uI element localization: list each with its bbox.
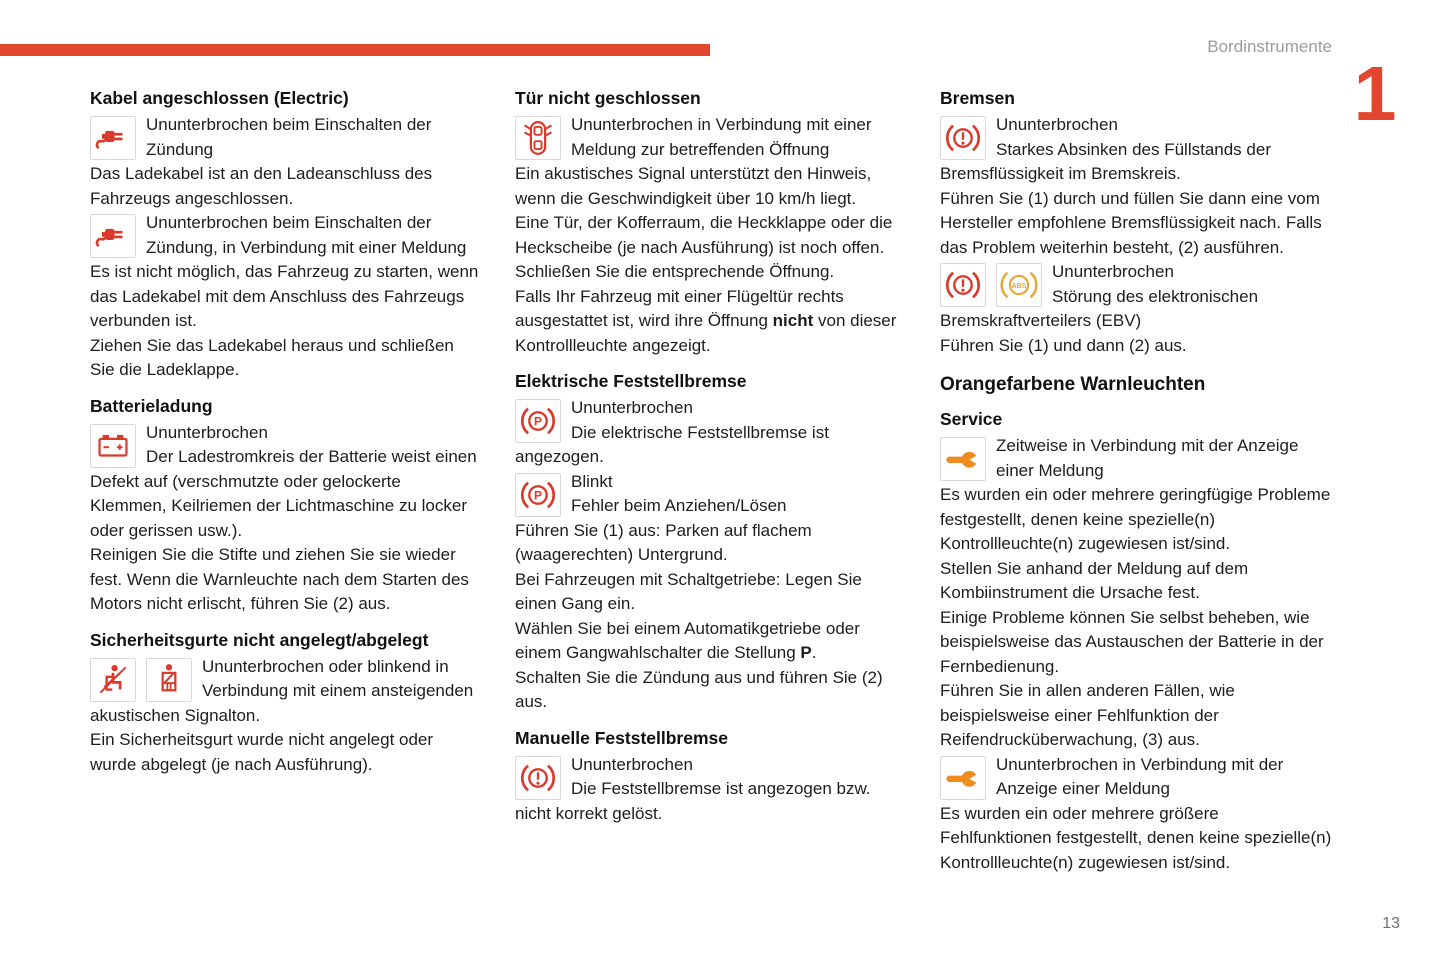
- column-2: [515, 88, 907, 875]
- chapter-title: Bordinstrumente: [1207, 37, 1332, 56]
- paragraph: Ziehen Sie das Ladekabel heraus und schließen Sie die Ladeklappe.: [90, 335, 454, 379]
- section-sicherheitsgurte: [90, 630, 482, 778]
- section-kabel-angeschlossen: [90, 88, 482, 383]
- indicator-block: [515, 396, 907, 470]
- content-columns: [90, 88, 1332, 875]
- seatbelt-reminder-icon: [90, 658, 136, 702]
- paragraph: Schließen Sie die entsprechende Öffnung.: [515, 262, 835, 281]
- parking-brake-icon: [515, 399, 561, 443]
- indicator-state: Ununterbrochen in Verbindung mit der Anzeige einer Meldung: [996, 754, 1284, 798]
- column-1: [90, 88, 482, 875]
- abs-icon: [996, 263, 1042, 307]
- battery-charge-icon: [90, 424, 136, 468]
- section-manuelle-feststellbremse: [515, 728, 907, 827]
- paragraph: Es wurden ein oder mehrere größere Fehlfunktionen festgestellt, denen keine spezielle(n) Kontrollleuchte(n) zugewiesen ist/sind.: [940, 803, 1332, 872]
- indicator-meaning: Fehler beim Anziehen/Lösen: [571, 496, 787, 515]
- indicator-meaning: Störung des elektronischen Bremskraftverteilers (EBV): [940, 286, 1259, 330]
- section-service: [940, 409, 1332, 875]
- chapter-accent-bar: [0, 44, 710, 56]
- service-wrench-icon: [940, 756, 986, 800]
- parking-brake-icon: [515, 473, 561, 517]
- indicator-state: Blinkt: [571, 471, 613, 491]
- indicator-meaning: Starkes Absinken des Füllstands der Bremsflüssigkeit im Bremskreis.: [940, 139, 1271, 183]
- group-heading-orange-warnleuchten: Orangefarbene Warnleuchten: [940, 374, 1206, 395]
- paragraph: Reinigen Sie die Stifte und ziehen Sie sie wieder fest. Wenn die Warnleuchte nach dem Starten des Motors nicht erlischt, führen Sie (2) aus.: [90, 545, 469, 613]
- indicator-meaning: Die elektrische Feststellbremse ist angezogen.: [515, 422, 829, 466]
- indicator-state: Ununterbrochen: [996, 115, 1118, 134]
- brake-warning-icon: [515, 756, 561, 800]
- indicator-state: Ununterbrochen beim Einschalten der Zündung, in Verbindung mit einer Meldung: [146, 213, 467, 257]
- indicator-state: Ununterbrochen oder blinkend in Verbindung mit einem ansteigenden akustischen Signalton.: [90, 656, 474, 725]
- indicator-block: [515, 113, 907, 358]
- section-heading: Tür nicht geschlossen: [515, 88, 701, 108]
- paragraph: Einige Probleme können Sie selbst beheben, wie beispielsweise das Austauschen der Batterie in der Fernbedienung.: [940, 607, 1324, 676]
- section-batterieladung: [90, 396, 482, 617]
- service-wrench-icon: [940, 437, 986, 481]
- indicator-block: [940, 434, 1332, 753]
- charging-cable-icon: [90, 116, 136, 160]
- paragraph: Es wurden ein oder mehrere geringfügige Probleme festgestellt, denen keine spezielle(n) Kontrollleuchte(n) zugewiesen ist/sind.: [940, 485, 1331, 553]
- indicator-block: [515, 753, 907, 827]
- indicator-block: [515, 470, 907, 715]
- indicator-block: [940, 260, 1332, 358]
- indicator-block: [90, 113, 482, 211]
- paragraph: Es ist nicht möglich, das Fahrzeug zu starten, wenn das Ladekabel mit dem Anschluss des Fahrzeugs verbunden ist.: [90, 262, 479, 330]
- paragraph: Führen Sie in allen anderen Fällen, wie beispielsweise einer Fehlfunktion der Reifendrucküberwachung, (3) aus.: [940, 681, 1235, 749]
- section-heading: Service: [940, 409, 1003, 429]
- door-open-icon: [515, 116, 561, 160]
- paragraph: Führen Sie (1) aus: Parken auf flachem (waagerechten) Untergrund.: [515, 520, 812, 564]
- indicator-state: Ununterbrochen: [146, 422, 268, 442]
- section-elektrische-feststellbremse: [515, 371, 907, 715]
- section-tuer-nicht-geschlossen: [515, 88, 907, 358]
- section-heading: Kabel angeschlossen (Electric): [90, 88, 349, 108]
- seatbelt-fastened-icon: [146, 658, 192, 702]
- indicator-meaning: Der Ladestromkreis der Batterie weist einen Defekt auf (verschmutzte oder gelockerte Klemmen, Keilriemen der Lichtmaschine zu locker oder gerissen usw.).: [90, 447, 477, 540]
- paragraph: Führen Sie (1) durch und füllen Sie dann eine vom Hersteller empfohlene Bremsflüssigkeit nach. Falls das Problem weiterhin besteht, (2) ausführen.: [940, 188, 1322, 257]
- section-bremsen: [940, 88, 1332, 358]
- paragraph: Das Ladekabel ist an den Ladeanschluss des Fahrzeugs angeschlossen.: [90, 164, 433, 208]
- indicator-state: Ununterbrochen beim Einschalten der Zündung: [146, 115, 432, 159]
- section-heading: Bremsen: [940, 88, 1015, 108]
- section-heading: Sicherheitsgurte nicht angelegt/abgelegt: [90, 629, 429, 650]
- paragraph: Ein Sicherheitsgurt wurde nicht angelegt oder wurde abgelegt (je nach Ausführung).: [90, 730, 434, 774]
- indicator-state: Ununterbrochen: [1052, 262, 1174, 281]
- paragraph: Stellen Sie anhand der Meldung auf dem Kombiinstrument die Ursache fest.: [940, 558, 1249, 602]
- indicator-block: [90, 655, 482, 778]
- charging-cable-icon: [90, 214, 136, 258]
- brake-warning-icon: [940, 116, 986, 160]
- indicator-block: [940, 113, 1332, 260]
- section-heading: Batterieladung: [90, 395, 213, 416]
- indicator-state: Ununterbrochen: [571, 754, 693, 774]
- paragraph: Bei Fahrzeugen mit Schaltgetriebe: Legen Sie einen Gang ein.: [515, 569, 862, 613]
- paragraph: Führen Sie (1) und dann (2) aus.: [940, 335, 1187, 355]
- indicator-state: Ununterbrochen in Verbindung mit einer Meldung zur betreffenden Öffnung: [571, 115, 872, 159]
- paragraph: Schalten Sie die Zündung aus und führen Sie (2) aus.: [515, 667, 883, 711]
- indicator-meaning: Die Feststellbremse ist angezogen bzw. nicht korrekt gelöst.: [515, 779, 871, 823]
- indicator-state: Zeitweise in Verbindung mit der Anzeige einer Meldung: [996, 436, 1299, 480]
- page-number: 13: [1382, 915, 1400, 932]
- paragraph: Wählen Sie bei einem Automatikgetriebe oder einem Gangwahlschalter die Stellung P.: [515, 618, 860, 662]
- section-heading: Manuelle Feststellbremse: [515, 727, 728, 748]
- column-3: [940, 88, 1332, 875]
- brake-warning-icon: [940, 263, 986, 307]
- indicator-state: Ununterbrochen: [571, 398, 693, 417]
- section-heading: Elektrische Feststellbremse: [515, 371, 747, 391]
- paragraph: Falls Ihr Fahrzeug mit einer Flügeltür rechts ausgestattet ist, wird ihre Öffnung nicht von dieser Kontrollleuchte angezeigt.: [515, 286, 897, 355]
- indicator-block: [90, 421, 482, 617]
- indicator-block: [90, 211, 482, 383]
- chapter-number: 1: [1353, 51, 1397, 137]
- paragraph: Eine Tür, der Kofferraum, die Heckklappe oder die Heckscheibe (je nach Ausführung) ist noch offen.: [515, 213, 893, 257]
- indicator-block: [940, 753, 1332, 876]
- paragraph: Ein akustisches Signal unterstützt den Hinweis, wenn die Geschwindigkeit über 10 km/h liegt.: [515, 164, 872, 208]
